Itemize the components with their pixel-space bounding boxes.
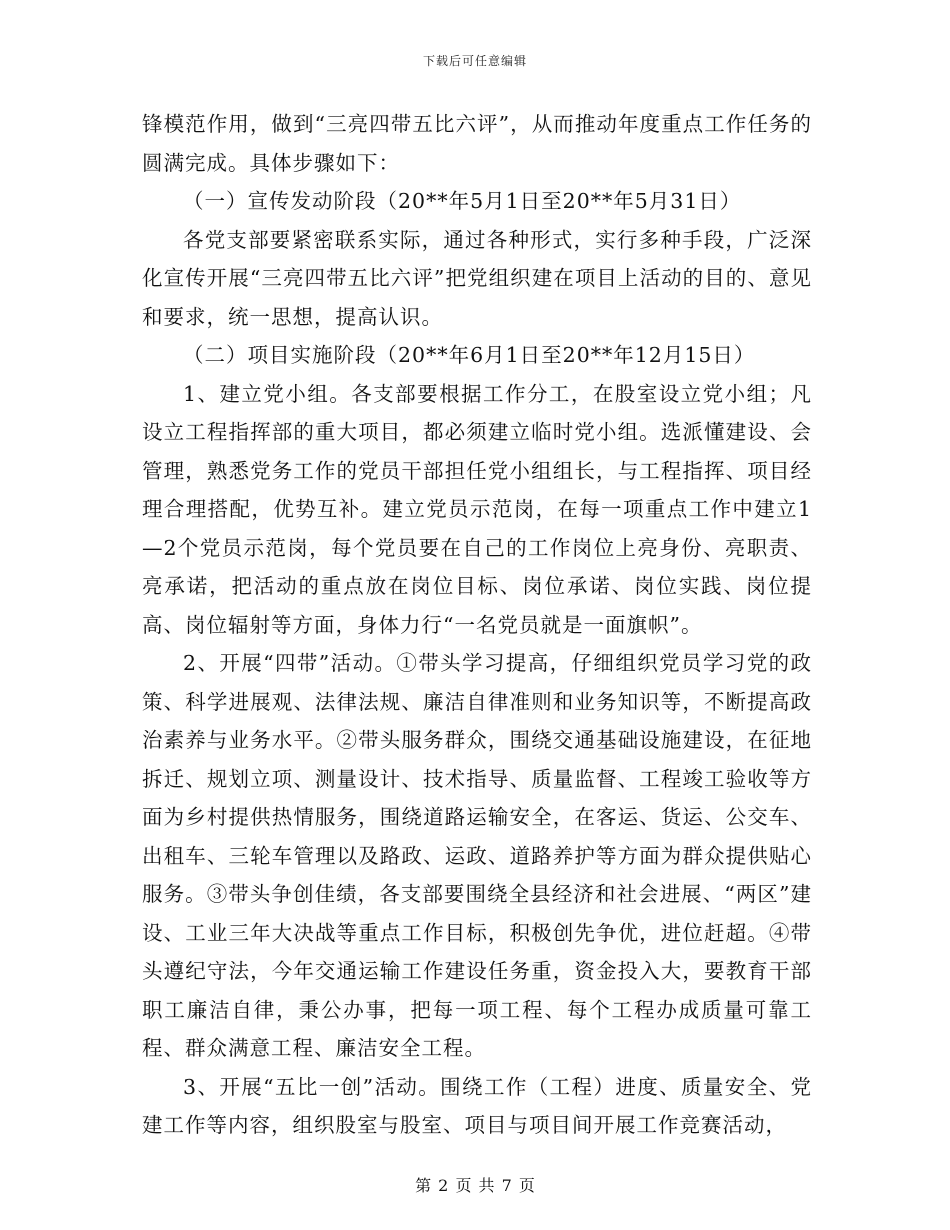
page-number-footer: 第 2 页 共 7 页 xyxy=(415,1176,535,1195)
paragraph: 各党支部要紧密联系实际，通过各种形式，实行多种手段，广泛深化宣传开展“三亮四带五比六评”把党组织建在项目上活动的目的、意见和要求，统一思想，提高认识。 xyxy=(142,227,812,329)
section-heading: （二）项目实施阶段（20**年6月1日至20**年12月15日） xyxy=(183,343,756,367)
paragraph: 1、建立党小组。各支部要根据工作分工，在股室设立党小组；凡设立工程指挥部的重大项目，都必须建立临时党小组。选派懂建设、会管理，熟悉党务工作的党员干部担任党小组组长，与工程指挥、项目经理合理搭配，优势互补。建立党员示范岗，在每一项重点工作中建立1—2个党员示范岗，每个党员要在自己的工作岗位上亮身份、亮职责、亮承诺，把活动的重点放在岗位目标、岗位承诺、岗位实践、岗位提高、岗位辐射等方面，身体力行“一名党员就是一面旗帜”。 xyxy=(142,381,812,637)
paragraph: 锋模范作用，做到“三亮四带五比六评”，从而推动年度重点工作任务的圆满完成。具体步骤如下： xyxy=(142,112,812,175)
section-heading: （一）宣传发动阶段（20**年5月1日至20**年5月31日） xyxy=(183,189,742,213)
page-header: 下载后可任意编辑 xyxy=(422,54,527,68)
paragraph: 3、开展“五比一创”活动。围绕工作（工程）进度、质量安全、党建工作等内容，组织股室与股室、项目与项目间开展工作竞赛活动， xyxy=(142,1074,812,1137)
document-body xyxy=(142,105,812,1145)
paragraph: 2、开展“四带”活动。①带头学习提高，仔细组织党员学习党的政策、科学进展观、法律法规、廉洁自律准则和业务知识等，不断提高政治素养与业务水平。②带头服务群众，围绕交通基础设施建设，在征地拆迁、规划立项、测量设计、技术指导、质量监督、工程竣工验收等方面为乡村提供热情服务，围绕道路运输安全，在客运、货运、公交车、出租车、三轮车管理以及路政、运政、道路养护等方面为群众提供贴心服务。③带头争创佳绩，各支部要围绕全县经济和社会进展、“两区”建设、工业三年大决战等重点工作目标，积极创先争优，进位赶超。④带头遵纪守法，今年交通运输工作建设任务重，资金投入大，要教育干部职工廉洁自律，秉公办事，把每一项工程、每个工程办成质量可靠工程、群众满意工程、廉洁安全工程。 xyxy=(142,651,812,1060)
